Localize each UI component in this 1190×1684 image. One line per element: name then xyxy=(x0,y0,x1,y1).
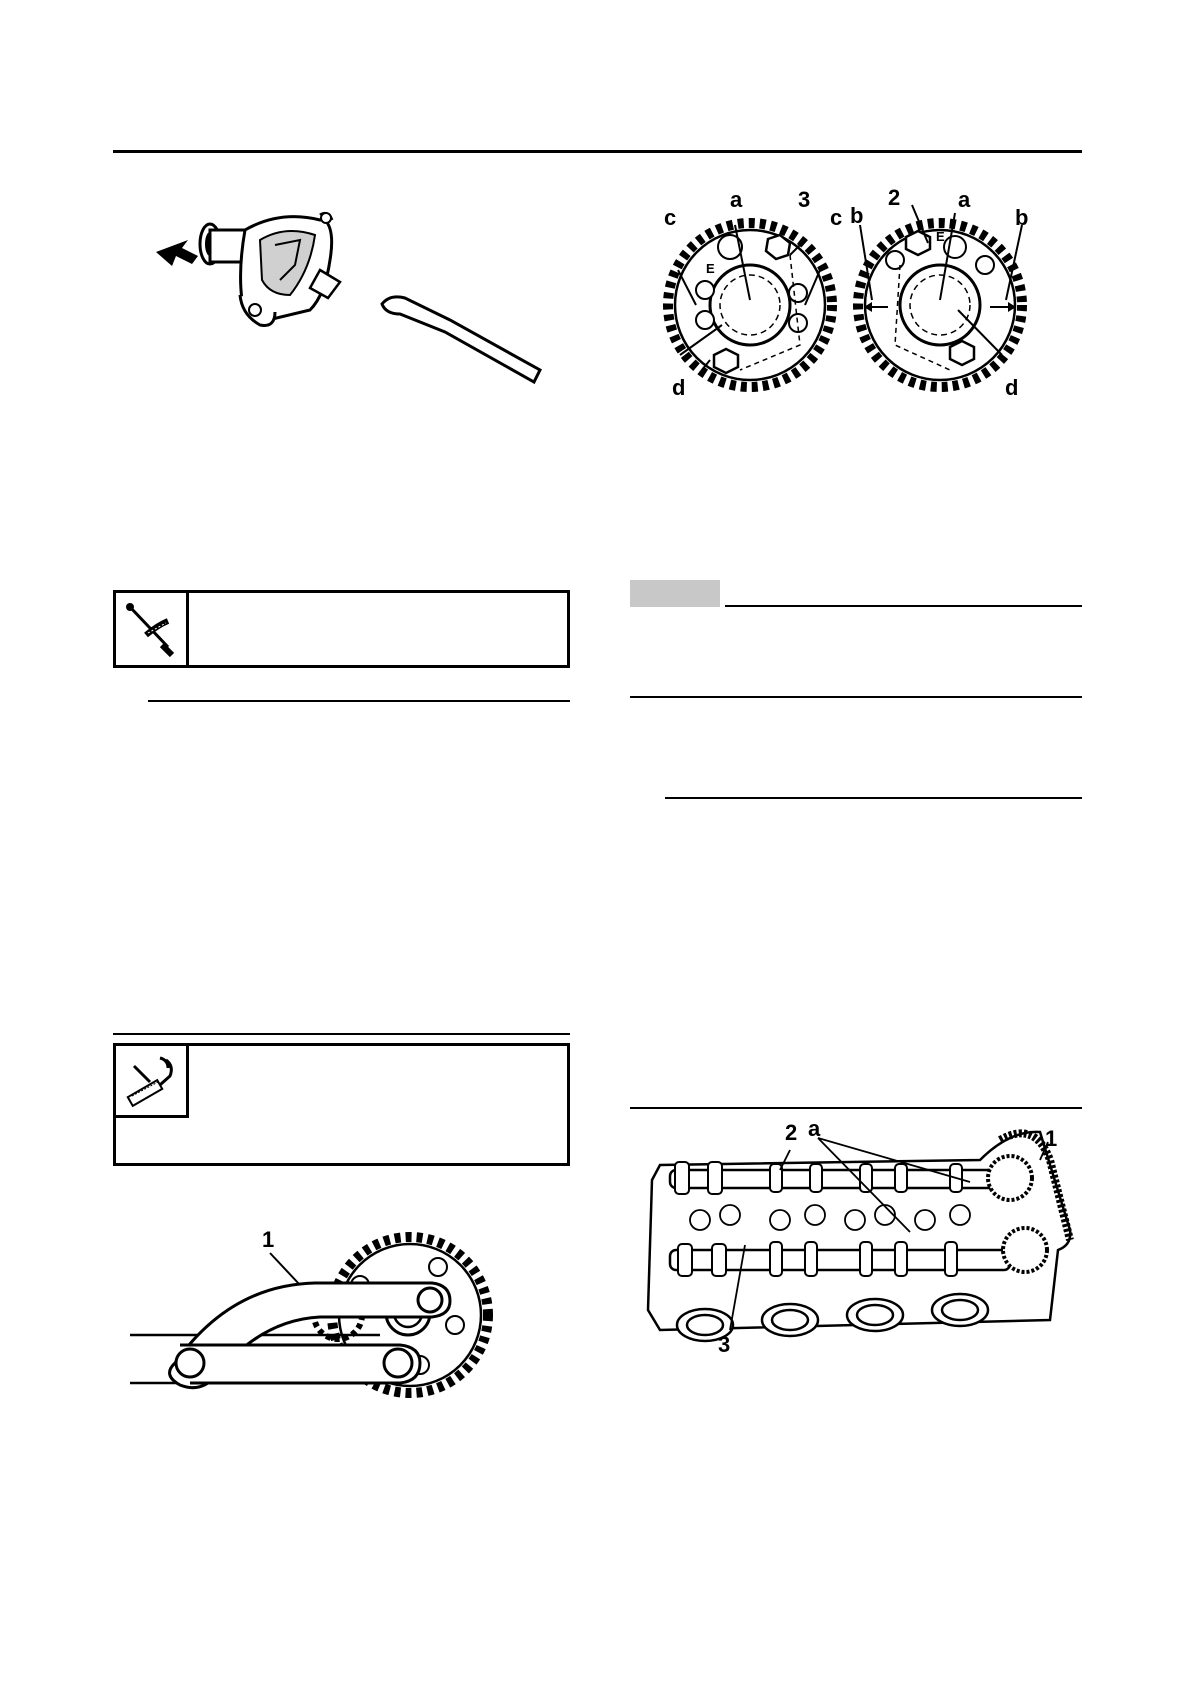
cylinder-head-illustration xyxy=(640,1116,1080,1380)
camshaft-sprockets-illustration xyxy=(650,185,1050,415)
sheave-holder-illustration xyxy=(120,1215,500,1400)
left-section-rule-2 xyxy=(113,1033,570,1035)
mark-e-left: E xyxy=(706,261,715,276)
special-tool-box xyxy=(113,1043,570,1166)
label-a-right: a xyxy=(958,187,971,212)
special-tool-icon xyxy=(122,1052,180,1110)
left-section-rule-1 xyxy=(148,700,570,702)
label-b-right: b xyxy=(1015,205,1029,230)
label-3-head: 3 xyxy=(718,1332,731,1357)
header-rule xyxy=(113,150,1082,153)
label-d-left: d xyxy=(672,375,686,400)
torque-icon-cell xyxy=(116,593,189,665)
label-c-left: c xyxy=(664,205,677,230)
note-heading-rule xyxy=(725,605,1082,607)
torque-spec-box xyxy=(113,590,570,668)
sprocket-exhaust xyxy=(668,223,832,387)
label-2: 2 xyxy=(888,185,901,210)
torque-wrench-icon xyxy=(122,599,180,657)
label-3: 3 xyxy=(798,187,811,212)
label-1-head: 1 xyxy=(1045,1126,1058,1151)
label-d-right: d xyxy=(1005,375,1019,400)
label-c-right: c xyxy=(830,205,843,230)
label-a-head: a xyxy=(808,1116,821,1141)
label-b-left: b xyxy=(850,203,864,228)
note-heading-tab xyxy=(630,580,720,607)
label-1-holder: 1 xyxy=(262,1227,275,1252)
label-a-left: a xyxy=(730,187,743,212)
push-arrow-icon xyxy=(156,240,198,266)
note-end-rule xyxy=(630,696,1082,698)
right-section-rule-2 xyxy=(630,1107,1082,1109)
label-2-head: 2 xyxy=(785,1120,798,1145)
right-section-rule-1 xyxy=(665,797,1082,799)
special-tool-icon-cell xyxy=(116,1046,189,1118)
tensioner-illustration xyxy=(150,200,550,400)
mark-e-right: E xyxy=(936,229,945,244)
